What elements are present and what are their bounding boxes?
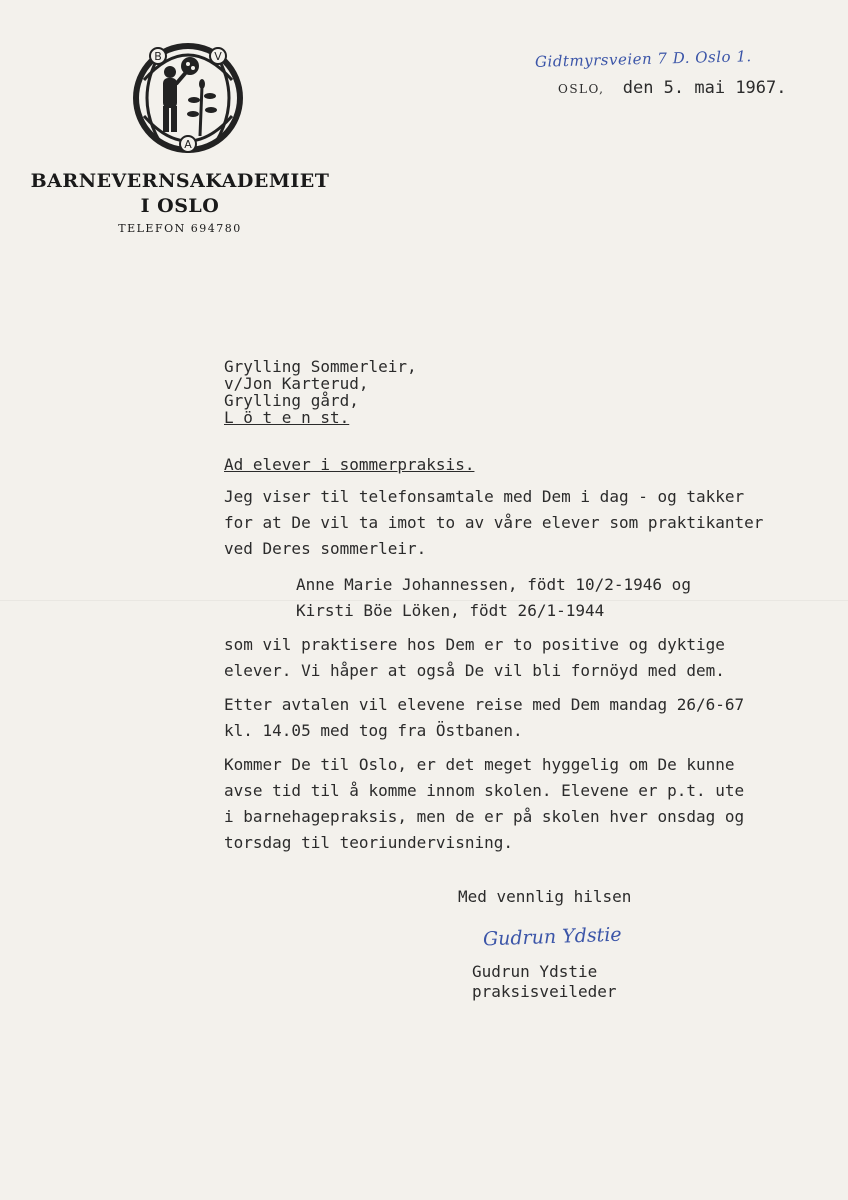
signer-name: Gudrun Ydstie [472, 962, 598, 981]
dateline-date: den 5. mai 1967. [622, 78, 787, 98]
organization-phone: TELEFON 694780 [118, 222, 242, 235]
body-line: kl. 14.05 med tog fra Östbanen. [224, 721, 523, 740]
body-line: som vil praktisere hos Dem er to positive og dyktige [224, 635, 725, 654]
organization-city: I OSLO [140, 195, 220, 217]
logo-letter-v: V [214, 50, 222, 63]
body-line: Kommer De til Oslo, er det meget hyggelig om De kunne [224, 755, 735, 774]
recipient-line: L ö t e n st. [224, 408, 350, 427]
recipient-line: Grylling gård, [224, 391, 359, 410]
signer-block [472, 962, 617, 1002]
body-line: for at De vil ta imot to av våre elever som praktikanter [224, 513, 764, 532]
handwritten-address: Gidtmyrsveien 7 D. Oslo 1. [534, 47, 752, 71]
body-line: ved Deres sommerleir. [224, 539, 427, 558]
recipient-address [224, 358, 417, 426]
logo-letter-b: B [154, 50, 162, 63]
body-paragraph [224, 484, 763, 562]
recipient-line: Grylling Sommerleir, [224, 357, 417, 376]
signer-title: praksisveileder [472, 982, 617, 1001]
handwritten-signature: Gudrun Ydstie [482, 923, 622, 951]
logo-letter-a: A [184, 138, 192, 151]
closing-greeting: Med vennlig hilsen [458, 887, 632, 906]
body-paragraph [224, 692, 744, 744]
body-line: avse tid til å komme innom skolen. Elevene er p.t. ute [224, 781, 745, 800]
body-line: Etter avtalen vil elevene reise med Dem mandag 26/6-67 [224, 695, 745, 714]
dateline-city: OSLO, [558, 82, 605, 96]
body-line: Jeg viser til telefonsamtale med Dem i dag - og takker [224, 487, 745, 506]
organization-name: BARNEVERNSAKADEMIET [30, 170, 330, 192]
student-line: Kirsti Böe Löken, födt 26/1-1944 [296, 601, 605, 620]
body-paragraph [224, 752, 744, 856]
recipient-line: v/Jon Karterud, [224, 374, 369, 393]
body-paragraph [224, 632, 725, 684]
body-line: elever. Vi håper at også De vil bli fornöyd med dem. [224, 661, 725, 680]
student-list [296, 572, 691, 624]
body-line: torsdag til teoriundervisning. [224, 833, 513, 852]
subject-line: Ad elever i sommerpraksis. [224, 455, 475, 474]
student-line: Anne Marie Johannessen, födt 10/2-1946 og [296, 575, 691, 594]
dateline [558, 78, 787, 98]
body-line: i barnehagepraksis, men de er på skolen hver onsdag og [224, 807, 745, 826]
academy-logo [130, 40, 246, 156]
